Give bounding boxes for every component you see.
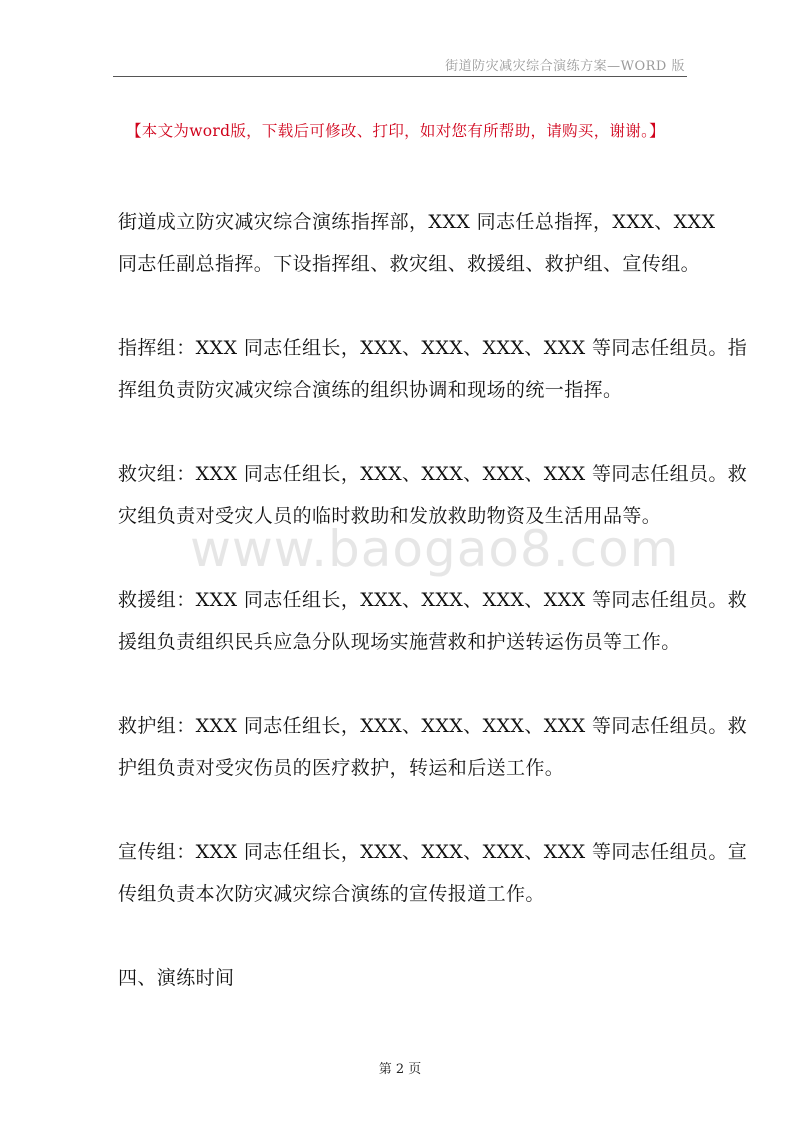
paragraph-line: 救护组：XXX 同志任组长，XXX、XXX、XXX、XXX 等同志任组员。救 (118, 715, 748, 737)
paragraph-command-group (118, 327, 748, 411)
section-heading: 四、演练时间 (118, 967, 235, 989)
watermark: www.baogao8.com (190, 520, 680, 578)
paragraph-medical-group (118, 705, 748, 789)
paragraph-line: 宣传组：XXX 同志任组长，XXX、XXX、XXX、XXX 等同志任组员。宣 (118, 841, 748, 863)
paragraph-line: 街道成立防灾减灾综合演练指挥部，XXX 同志任总指挥，XXX、XXX (118, 211, 716, 233)
paragraph-line: 护组负责对受灾伤员的医疗救护，转运和后送工作。 (118, 757, 565, 779)
paragraph-line: 传组负责本次防灾减灾综合演练的宣传报道工作。 (118, 883, 545, 905)
paragraph-relief-group (118, 453, 748, 537)
paragraph-line: 同志任副总指挥。下设指挥组、救灾组、救援组、救护组、宣传组。 (118, 253, 701, 275)
paragraph-line: 灾组负责对受灾人员的临时救助和发放救助物资及生活用品等。 (118, 505, 662, 527)
paragraph-line: 救援组：XXX 同志任组长，XXX、XXX、XXX、XXX 等同志任组员。救 (118, 589, 748, 611)
page-number: 第 2 页 (378, 1062, 422, 1077)
paragraph-line: 援组负责组织民兵应急分队现场实施营救和护送转运伤员等工作。 (118, 631, 681, 653)
header-divider (113, 76, 687, 77)
paragraph-publicity-group (118, 831, 748, 915)
header-title: 街道防灾减灾综合演练方案—WORD 版 (445, 59, 685, 74)
paragraph-command-structure (118, 201, 716, 285)
paragraph-line: 指挥组：XXX 同志任组长，XXX、XXX、XXX、XXX 等同志任组员。指 (118, 337, 748, 359)
paragraph-rescue-group (118, 579, 748, 663)
purchase-notice: 【本文为word版，下载后可修改、打印，如对您有所帮助，请购买，谢谢。】 (126, 122, 665, 140)
paragraph-line: 救灾组：XXX 同志任组长，XXX、XXX、XXX、XXX 等同志任组员。救 (118, 463, 748, 485)
paragraph-line: 挥组负责防灾减灾综合演练的组织协调和现场的统一指挥。 (118, 379, 623, 401)
